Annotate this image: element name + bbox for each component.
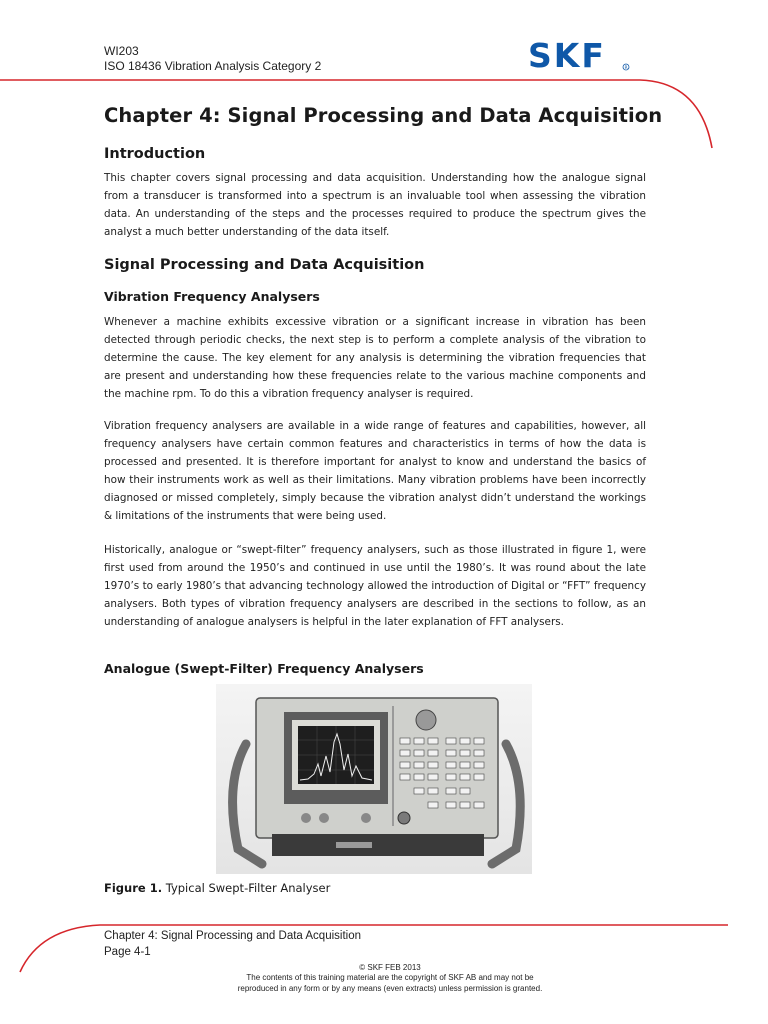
figure-label: Figure 1. (104, 881, 163, 895)
analyser-photo (216, 684, 532, 874)
analogue-heading: Analogue (Swept-Filter) Frequency Analysers (104, 661, 424, 676)
section-heading: Signal Processing and Data Acquisition (104, 257, 425, 273)
paragraph-1: Whenever a machine exhibits excessive vibration or a significant increase in vibration has been detected through periodic checks, the next step is to perform a complete analysis of the vibration to determine the cause. The key element for any analysis is determining the vibration frequencies that are present and understanding how these frequencies relate to the various machine components and the machine rpm. To do this a vibration frequency analyser is required. (104, 316, 646, 400)
footer-page: Page 4-1 (104, 946, 151, 958)
footer-notice-line-2: reproduced in any form or by any means (even extracts) unless permission is granted. (237, 984, 543, 993)
footer-chapter: Chapter 4: Signal Processing and Data Acquisition (104, 930, 361, 942)
paragraph-3: Historically, analogue or “swept-filter” frequency analysers, such as those illustrated in figure 1, were first used from around the 1950’s and continued in use until the 1980’s. It was round about the late 1970’s to early 1980’s that advancing technology allowed the introduction of Digital or “FFT” frequency analysers. Both types of vibration frequency analysers are described in the sections to follow, as an understanding of analogue analysers is helpful in the later explanation of FFT analysers. (104, 544, 646, 628)
figure-caption (104, 881, 330, 895)
intro-paragraph: This chapter covers signal processing and data acquisition. Understanding how the analogue signal from a transducer is transformed into a spectrum is an invaluable tool when assessing the vibration data. An understanding of the steps and the processes required to produce the spectrum gives the analyst a much better understanding of the data itself. (104, 172, 646, 238)
footer-copyright: © SKF FEB 2013 (359, 963, 421, 972)
svg-text:R: R (624, 66, 628, 71)
course-code: WI203 (104, 44, 139, 58)
footer-notice-line-1: The contents of this training material are the copyright of SKF AB and may not be (246, 973, 534, 982)
logo-text: SKF (528, 40, 606, 72)
intro-heading: Introduction (104, 146, 206, 162)
chapter-title: Chapter 4: Signal Processing and Data Acquisition (104, 104, 663, 127)
figure-caption-text: Typical Swept-Filter Analyser (165, 881, 331, 895)
course-title: ISO 18436 Vibration Analysis Category 2 (104, 59, 322, 73)
paragraph-2: Vibration frequency analysers are available in a wide range of features and capabilities, however, all frequency analysers have certain common features and characteristics in terms of how the data is processed and presented. It is therefore important for analyst to know and understand the basics of how their instruments work as well as their limitations. Many vibration problems have been incorrectly diagnosed or missed completely, simply because the vibration analyst didn’t understand the workings & limitations of the instruments that were being used. (104, 420, 646, 522)
subsection-heading: Vibration Frequency Analysers (104, 289, 320, 304)
skf-logo (528, 40, 632, 72)
